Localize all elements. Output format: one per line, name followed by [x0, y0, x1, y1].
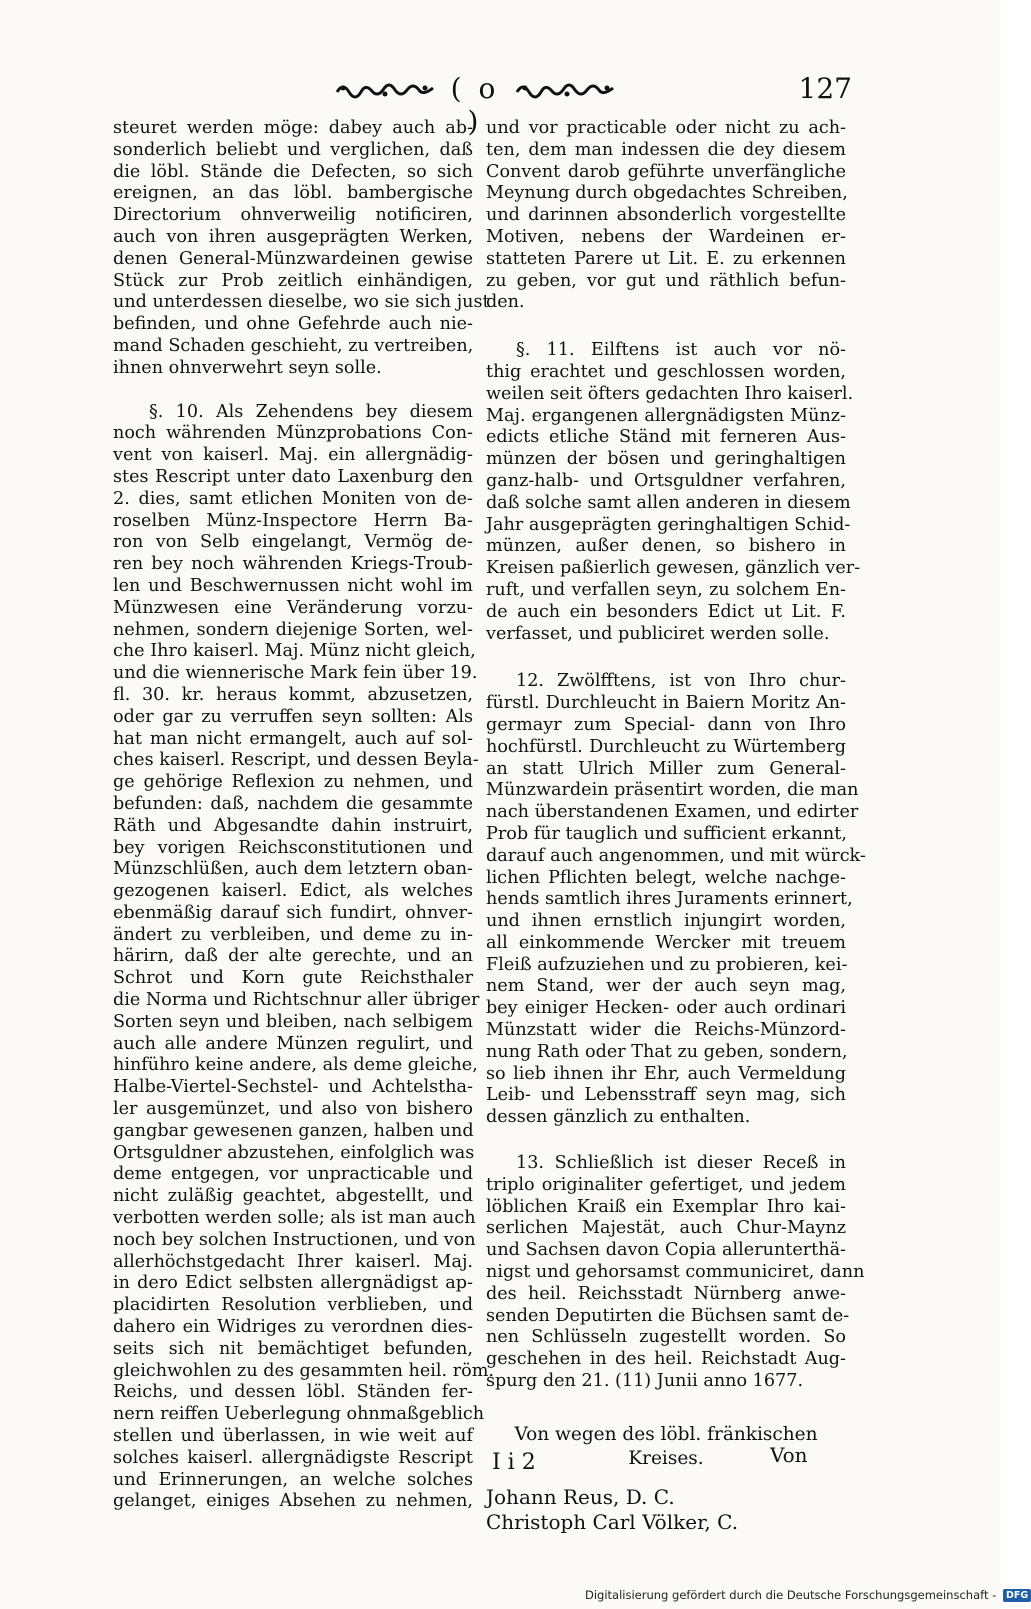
text-line: dahero ein Widriges zu verordnen dies-	[113, 1317, 473, 1338]
text-line: stellen und überlassen, in wie weit auf	[113, 1426, 473, 1447]
text-line: münzen der bösen und geringhaltigen	[486, 449, 846, 470]
text-line: daß solche samt allen anderen in diesem	[486, 492, 851, 513]
closing-line: Von wegen des löbl. fränkischen	[514, 1423, 818, 1445]
text-line: zu geben, vor gut und räthlich befun-	[486, 270, 846, 291]
text-line: verbotten werden solle; als ist man auch	[113, 1208, 476, 1229]
text-line: Leib- und Lebensstraff seyn mag, sich	[486, 1085, 846, 1106]
text-line: senden Deputirten die Büchsen samt de-	[486, 1305, 850, 1326]
paragraph-section-13	[486, 1153, 865, 1393]
text-line: statteten Parere ut Lit. E. zu erkennen	[486, 248, 846, 269]
text-line: roselben Münz-Inspectore Herrn Ba-	[113, 510, 473, 531]
text-line: Räth und Abgesandte dahin instruirt,	[113, 815, 473, 836]
text-line: allerhöchstgedacht Ihrer kaiserl. Maj.	[113, 1251, 473, 1272]
text-line: und Sachsen davon Copia allerunterthä-	[486, 1240, 846, 1261]
text-line: ren bey noch währenden Kriegs-Troub-	[113, 554, 473, 575]
text-line: Münzschlüßen, auch dem letztern oban-	[113, 859, 473, 880]
ornament-right-icon	[515, 80, 615, 100]
text-line: darauf auch angenommen, und mit würck-	[486, 845, 866, 866]
text-line: Kreisen paßierlich gewesen, gänzlich ver-	[486, 558, 861, 579]
text-line: Ortsguldner abzustehen, einfolglich was	[113, 1142, 475, 1163]
text-line: Halbe-Viertel-Sechstel- und Achtelstha-	[113, 1077, 473, 1098]
text-line: sonderlich beliebt und verglichen, daß	[113, 139, 473, 160]
text-line: placidirten Resolution verblieben, und	[113, 1295, 473, 1316]
text-line: 13. Schließlich ist dieser Receß in	[516, 1153, 846, 1174]
text-line: ihnen ohnverwehrt seyn solle.	[113, 357, 382, 378]
text-line: gangbar gewesenen ganzen, halben und	[113, 1120, 474, 1141]
text-line: befinden, und ohne Gefehrde auch nie-	[113, 314, 473, 335]
text-line: triplo originaliter gefertiget, und jedem	[486, 1174, 846, 1195]
signatory-name: Johann Reus, D. C.	[486, 1484, 675, 1509]
text-line: bey einiger Hecken- oder auch ordinari	[486, 998, 846, 1019]
text-line: oder gar zu verruffen seyn sollten: Als	[113, 706, 473, 727]
text-line: spurg den 21. (11) Junii anno 1677.	[486, 1371, 804, 1392]
text-line: len und Beschwernussen nicht wohl im	[113, 575, 473, 596]
text-line: noch währenden Münzprobations Con-	[113, 423, 473, 444]
text-line: ten, dem man indessen die dey diesem	[486, 139, 846, 160]
text-line: Sorten seyn und bleiben, nach selbigem	[113, 1011, 473, 1032]
text-line: Meynung durch obgedachtes Schreiben,	[486, 183, 848, 204]
text-line: ändert zu verbleiben, und deme zu in-	[113, 924, 473, 945]
text-line: nern reiffen Ueberlegung ohnmaßgeblich	[113, 1404, 485, 1425]
text-line: hinführo keine andere, als deme gleiche,	[113, 1055, 478, 1076]
text-line: nicht zuläßig geachtet, abgestellt, und	[113, 1186, 473, 1207]
text-line: che Ihro kaiserl. Maj. Münz nicht gleich,	[113, 641, 476, 662]
text-line: Prob für tauglich und sufficient erkannt,	[486, 823, 847, 844]
dfg-logo: DFG	[1003, 1589, 1031, 1602]
text-line: denen General-Münzwardeinen gewise	[113, 248, 473, 269]
text-line: fl. 30. kr. heraus kommt, abzusetzen,	[113, 684, 473, 705]
text-line: vent von kaiserl. Maj. ein allergnädig-	[113, 445, 473, 466]
text-line: mand Schaden geschieht, zu vertreiben,	[113, 335, 474, 356]
text-line: Stück zur Prob zeitlich einhändigen,	[113, 270, 473, 291]
text-line: noch bey solchen Instructionen, und von	[113, 1229, 476, 1250]
text-line: hochfürstl. Durchleucht zu Würtemberg	[486, 736, 846, 757]
text-line: ebenmäßig darauf sich fundirt, ohnver-	[113, 902, 473, 923]
text-line: nem Stand, wer der auch seyn mag,	[486, 976, 846, 997]
text-line: gelanget, einiges Absehen zu nehmen,	[113, 1491, 473, 1512]
text-line: Münzstatt wider die Reichs-Münzord-	[486, 1020, 846, 1041]
text-line: auch von ihren ausgeprägten Werken,	[113, 226, 473, 247]
text-line: deme entgegen, vor unpracticable und	[113, 1164, 473, 1185]
text-line: und darinnen absonderlich vorgestellte	[486, 205, 846, 226]
text-line: nehmen, sondern diejenige Sorten, wel-	[113, 619, 473, 640]
text-line: bey vorigen Reichsconstitutionen und	[113, 837, 473, 858]
catchword: Von	[770, 1443, 808, 1467]
text-line: nen Schlüsseln zugestellt worden. So	[486, 1327, 846, 1348]
text-line: hends samtlich ihres Juraments erinnert,	[486, 889, 853, 910]
text-line: und Erinnerungen, an welche solches	[113, 1469, 473, 1490]
text-line: stes Rescript unter dato Laxenburg den	[113, 466, 473, 487]
text-line: hat man nicht ermangelt, auch auf sol-	[113, 728, 473, 749]
text-line: des heil. Reichsstadt Nürnberg anwe-	[486, 1283, 846, 1304]
text-line: steuret werden möge: dabey auch ab-	[113, 118, 473, 138]
text-line: auch alle andere Münzen regulirt, und	[113, 1033, 473, 1054]
text-line: de auch ein besonders Edict ut Lit. F.	[486, 601, 846, 622]
text-line: nung Rath oder That zu geben, sondern,	[486, 1041, 848, 1062]
text-line: und vor practicable oder nicht zu ach-	[486, 118, 846, 138]
text-line: thig erachtet und geschlossen worden,	[486, 361, 846, 382]
text-line: weilen seit öfters gedachten Ihro kaiserl.	[486, 383, 854, 404]
closing-line: Kreises.	[628, 1447, 704, 1469]
text-line: §. 10. Als Zehendens bey diesem	[149, 401, 473, 422]
text-line: härirn, daß der alte gerechte, und an	[113, 946, 473, 967]
text-line: nigst und gehorsamst communiciret, dann	[486, 1262, 865, 1283]
text-line: die Norma und Richtschnur aller übriger	[113, 990, 480, 1011]
printer-signature: I i 2	[492, 1450, 536, 1475]
text-line: edicts etliche Ständ mit ferneren Aus-	[486, 427, 846, 448]
text-line: ron von Selb eingelangt, Vermög de-	[113, 532, 473, 553]
text-line: serlichen Majestät, auch Chur-Maynz	[486, 1218, 846, 1239]
text-line: und ihnen ernstlich injungirt worden,	[486, 911, 846, 932]
text-line: Schrot und Korn gute Reichsthaler	[113, 968, 473, 989]
digitization-credit	[585, 1588, 1029, 1602]
text-line: Jahr ausgeprägten geringhaltigen Schid-	[486, 514, 851, 535]
text-line: Convent darob geführte unverfängliche	[486, 161, 846, 182]
ornament-left-icon	[335, 80, 435, 100]
text-line: 12. Zwölfftens, ist von Ihro chur-	[516, 671, 846, 692]
paragraph-section-11	[486, 340, 861, 645]
text-line: so lieb ihnen ihr Ehr, auch Vermeldung	[486, 1063, 846, 1084]
text-line: ruft, und verfallen seyn, zu solchem En-	[486, 579, 846, 600]
credit-text: Digitalisierung gefördert durch die Deutsche Forschungsgemeinschaft -	[585, 1588, 997, 1602]
text-line: den.	[486, 292, 525, 313]
text-line: münzen, außer denen, so bishero in	[486, 536, 846, 557]
text-line: Maj. ergangenen allergnädigsten Münz-	[486, 405, 846, 426]
text-line: löblichen Kraiß ein Exemplar Ihro kai-	[486, 1196, 846, 1217]
text-line: ches kaiserl. Rescript, und dessen Beyla-	[113, 750, 479, 771]
text-line: und unterdessen dieselbe, wo sie sich just	[113, 292, 490, 313]
text-line: verfasset, und publiciret werden solle.	[486, 623, 830, 644]
signatory-name: Christoph Carl Völker, C.	[486, 1509, 739, 1534]
text-line: all einkommende Wercker mit treuem	[486, 932, 846, 953]
text-line: germayr zum Special- dann von Ihro	[486, 714, 846, 735]
text-line: fürstl. Durchleucht in Baiern Moritz An-	[486, 693, 846, 714]
text-line: Directorium ohnverweilig notificiren,	[113, 205, 473, 226]
text-line: gezogenen kaiserl. Edict, als welches	[113, 881, 473, 902]
text-line: Reichs, und dessen löbl. Ständen fer-	[113, 1382, 473, 1403]
left-column	[113, 118, 494, 1513]
text-line: solches kaiserl. allergnädigste Rescript	[113, 1447, 473, 1468]
text-line: Fleiß aufzuziehen und zu probieren, kei-	[486, 954, 848, 975]
text-line: dessen gänzlich zu enthalten.	[486, 1107, 751, 1128]
paragraph-continuation	[113, 118, 490, 380]
text-line: Münzwesen eine Veränderung vorzu-	[113, 597, 473, 618]
page-number: 127	[798, 72, 852, 105]
text-line: 2. dies, samt etlichen Moniten von de-	[113, 488, 473, 509]
text-line: seits sich nit bemächtiget befunden,	[113, 1338, 473, 1359]
paragraph-section-10	[113, 401, 494, 1514]
text-line: und die wiennerische Mark fein über 19.	[113, 663, 478, 684]
text-line: Motiven, nebens der Wardeinen er-	[486, 226, 846, 247]
text-line: geschehen in des heil. Reichstadt Aug-	[486, 1349, 846, 1370]
text-line: lichen Pflichten belegt, welche nachge-	[486, 867, 846, 888]
header-marker: ( o )	[450, 72, 500, 138]
text-line: nach überstandenen Examen, und edirter	[486, 802, 859, 823]
paragraph-continuation-right	[486, 118, 846, 314]
text-line: ganz-halb- und Ortsguldner verfahren,	[486, 470, 846, 491]
text-line: gleichwohlen zu des gesammten heil. röm.	[113, 1360, 494, 1381]
text-line: die löbl. Stände die Defecten, so sich	[113, 161, 473, 182]
text-line: ler ausgemünzet, und also von bishero	[113, 1099, 473, 1120]
text-line: ge gehörige Reflexion zu nehmen, und	[113, 772, 473, 793]
text-line: ereignen, an das löbl. bambergische	[113, 183, 473, 204]
text-line: an statt Ulrich Miller zum General-	[486, 758, 846, 779]
text-line: §. 11. Eilftens ist auch vor nö-	[516, 340, 846, 361]
signatories	[486, 1485, 846, 1535]
right-column	[486, 118, 866, 1535]
text-line: befunden: daß, nachdem die gesammte	[113, 793, 473, 814]
text-line: in dero Edict selbsten allergnädigst ap-	[113, 1273, 473, 1294]
text-line: Münzwardein präsentirt worden, die man	[486, 780, 859, 801]
paragraph-section-12	[486, 671, 866, 1129]
